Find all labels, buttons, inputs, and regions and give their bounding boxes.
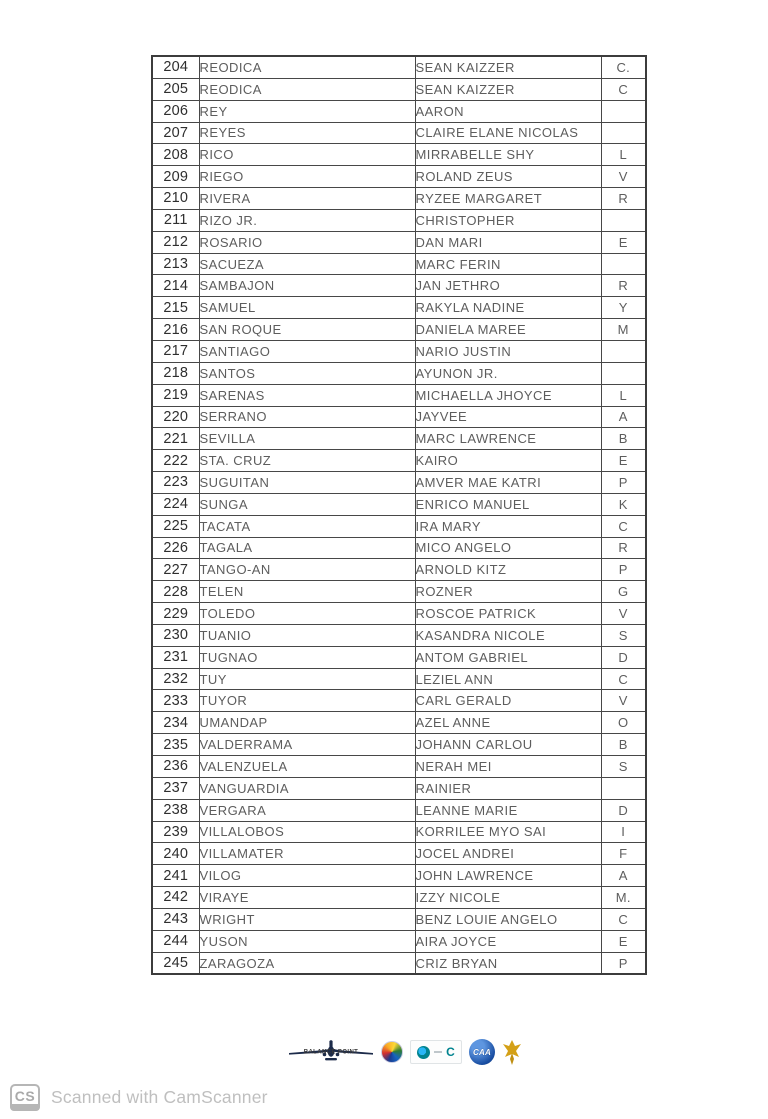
surname-cell: SANTIAGO [199, 340, 415, 362]
middle-initial-cell: R [601, 275, 646, 297]
table-row [152, 56, 646, 78]
table-row [152, 450, 646, 472]
first-name-cell: AARON [415, 100, 601, 122]
table-row [152, 712, 646, 734]
first-name-cell: SEAN KAIZZER [415, 78, 601, 100]
surname-cell: SAMUEL [199, 297, 415, 319]
first-name-cell: JAN JETHRO [415, 275, 601, 297]
middle-initial-cell: D [601, 799, 646, 821]
row-number-cell: 242 [152, 887, 199, 909]
table-row [152, 297, 646, 319]
row-number-cell: 205 [152, 78, 199, 100]
surname-cell: SANTOS [199, 362, 415, 384]
first-name-cell: DANIELA MAREE [415, 319, 601, 341]
middle-initial-cell [601, 122, 646, 144]
surname-cell: REODICA [199, 78, 415, 100]
surname-cell: RIZO JR. [199, 209, 415, 231]
surname-cell: VILLAMATER [199, 843, 415, 865]
table-row [152, 188, 646, 210]
surname-cell: VILOG [199, 865, 415, 887]
middle-initial-cell: B [601, 734, 646, 756]
row-number-cell: 229 [152, 603, 199, 625]
table-row [152, 122, 646, 144]
balance-point-logo-text: BALANCE POINT [303, 1049, 359, 1056]
surname-cell: TUGNAO [199, 646, 415, 668]
roster-table [151, 55, 647, 975]
surname-cell: TUYOR [199, 690, 415, 712]
middle-initial-cell: B [601, 428, 646, 450]
middle-initial-cell: E [601, 231, 646, 253]
camscanner-watermark [10, 1084, 268, 1111]
row-number-cell: 237 [152, 777, 199, 799]
first-name-cell: ARNOLD KITZ [415, 559, 601, 581]
first-name-cell: IZZY NICOLE [415, 887, 601, 909]
first-name-cell: JOHN LAWRENCE [415, 865, 601, 887]
middle-initial-cell: A [601, 406, 646, 428]
table-row [152, 472, 646, 494]
middle-initial-cell: C [601, 78, 646, 100]
table-row [152, 624, 646, 646]
certification-badge-icon [410, 1040, 462, 1064]
row-number-cell: 216 [152, 319, 199, 341]
first-name-cell: MARC FERIN [415, 253, 601, 275]
middle-initial-cell: A [601, 865, 646, 887]
middle-initial-cell: M [601, 319, 646, 341]
surname-cell: SARENAS [199, 384, 415, 406]
row-number-cell: 210 [152, 188, 199, 210]
table-row [152, 821, 646, 843]
row-number-cell: 240 [152, 843, 199, 865]
surname-cell: ZARAGOZA [199, 952, 415, 974]
table-row [152, 646, 646, 668]
first-name-cell: CRIZ BRYAN [415, 952, 601, 974]
surname-cell: TANGO-AN [199, 559, 415, 581]
first-name-cell: ENRICO MANUEL [415, 493, 601, 515]
row-number-cell: 238 [152, 799, 199, 821]
eagle-emblem-icon [502, 1039, 522, 1066]
table-row [152, 865, 646, 887]
row-number-cell: 227 [152, 559, 199, 581]
surname-cell: VIRAYE [199, 887, 415, 909]
middle-initial-cell: P [601, 472, 646, 494]
row-number-cell: 231 [152, 646, 199, 668]
surname-cell: VILLALOBOS [199, 821, 415, 843]
surname-cell: TUY [199, 668, 415, 690]
surname-cell: TAGALA [199, 537, 415, 559]
middle-initial-cell: E [601, 450, 646, 472]
caa-logo-text: CAA [473, 1047, 491, 1057]
row-number-cell: 224 [152, 493, 199, 515]
middle-initial-cell: C. [601, 56, 646, 78]
footer-logo-strip [288, 1036, 522, 1068]
table-row [152, 843, 646, 865]
sunburst-seal-icon [381, 1041, 403, 1063]
row-number-cell: 217 [152, 340, 199, 362]
surname-cell: VALDERRAMA [199, 734, 415, 756]
row-number-cell: 232 [152, 668, 199, 690]
first-name-cell: ROLAND ZEUS [415, 166, 601, 188]
first-name-cell: BENZ LOUIE ANGELO [415, 908, 601, 930]
table-row [152, 603, 646, 625]
first-name-cell: DAN MARI [415, 231, 601, 253]
row-number-cell: 213 [152, 253, 199, 275]
table-row [152, 537, 646, 559]
first-name-cell: CARL GERALD [415, 690, 601, 712]
first-name-cell: NARIO JUSTIN [415, 340, 601, 362]
row-number-cell: 211 [152, 209, 199, 231]
row-number-cell: 233 [152, 690, 199, 712]
middle-initial-cell: E [601, 930, 646, 952]
surname-cell: SERRANO [199, 406, 415, 428]
surname-cell: SUNGA [199, 493, 415, 515]
first-name-cell: AYUNON JR. [415, 362, 601, 384]
middle-initial-cell: V [601, 166, 646, 188]
table-row [152, 952, 646, 974]
surname-cell: TUANIO [199, 624, 415, 646]
middle-initial-cell: R [601, 537, 646, 559]
table-row [152, 78, 646, 100]
middle-initial-cell [601, 100, 646, 122]
row-number-cell: 209 [152, 166, 199, 188]
surname-cell: SUGUITAN [199, 472, 415, 494]
table-row [152, 100, 646, 122]
first-name-cell: RYZEE MARGARET [415, 188, 601, 210]
middle-initial-cell: K [601, 493, 646, 515]
row-number-cell: 222 [152, 450, 199, 472]
middle-initial-cell: P [601, 952, 646, 974]
surname-cell: VALENZUELA [199, 756, 415, 778]
middle-initial-cell: O [601, 712, 646, 734]
middle-initial-cell [601, 340, 646, 362]
caa-globe-icon [469, 1039, 495, 1065]
row-number-cell: 235 [152, 734, 199, 756]
surname-cell: SEVILLA [199, 428, 415, 450]
table-row [152, 406, 646, 428]
table-row [152, 908, 646, 930]
middle-initial-cell: L [601, 144, 646, 166]
surname-cell: SAN ROQUE [199, 319, 415, 341]
first-name-cell: CLAIRE ELANE NICOLAS [415, 122, 601, 144]
surname-cell: TACATA [199, 515, 415, 537]
row-number-cell: 243 [152, 908, 199, 930]
table-row [152, 340, 646, 362]
balance-point-logo-icon [288, 1038, 374, 1066]
first-name-cell: ROZNER [415, 581, 601, 603]
middle-initial-cell [601, 209, 646, 231]
badge-divider [434, 1051, 442, 1053]
middle-initial-cell: L [601, 384, 646, 406]
table-row [152, 756, 646, 778]
middle-initial-cell: F [601, 843, 646, 865]
surname-cell: VERGARA [199, 799, 415, 821]
row-number-cell: 215 [152, 297, 199, 319]
table-row [152, 515, 646, 537]
table-row [152, 275, 646, 297]
surname-cell: REODICA [199, 56, 415, 78]
row-number-cell: 218 [152, 362, 199, 384]
first-name-cell: AIRA JOYCE [415, 930, 601, 952]
middle-initial-cell: D [601, 646, 646, 668]
middle-initial-cell [601, 362, 646, 384]
first-name-cell: LEZIEL ANN [415, 668, 601, 690]
surname-cell: RIVERA [199, 188, 415, 210]
table-row [152, 493, 646, 515]
cs-icon-base [10, 1104, 40, 1111]
first-name-cell: KASANDRA NICOLE [415, 624, 601, 646]
row-number-cell: 226 [152, 537, 199, 559]
middle-initial-cell: M. [601, 887, 646, 909]
middle-initial-cell: V [601, 690, 646, 712]
row-number-cell: 214 [152, 275, 199, 297]
table-row [152, 690, 646, 712]
row-number-cell: 228 [152, 581, 199, 603]
middle-initial-cell: C [601, 668, 646, 690]
cs-icon-text: CS [14, 1087, 36, 1104]
surname-cell: SACUEZA [199, 253, 415, 275]
first-name-cell: JOHANN CARLOU [415, 734, 601, 756]
table-row [152, 209, 646, 231]
surname-cell: ROSARIO [199, 231, 415, 253]
row-number-cell: 219 [152, 384, 199, 406]
roster-table-container [151, 55, 647, 975]
middle-initial-cell: I [601, 821, 646, 843]
table-row [152, 384, 646, 406]
table-row [152, 319, 646, 341]
first-name-cell: RAKYLA NADINE [415, 297, 601, 319]
middle-initial-cell: V [601, 603, 646, 625]
table-row [152, 428, 646, 450]
row-number-cell: 230 [152, 624, 199, 646]
middle-initial-cell [601, 253, 646, 275]
first-name-cell: MARC LAWRENCE [415, 428, 601, 450]
surname-cell: TELEN [199, 581, 415, 603]
table-row [152, 144, 646, 166]
first-name-cell: CHRISTOPHER [415, 209, 601, 231]
surname-cell: WRIGHT [199, 908, 415, 930]
middle-initial-cell: P [601, 559, 646, 581]
row-number-cell: 204 [152, 56, 199, 78]
first-name-cell: JAYVEE [415, 406, 601, 428]
table-row [152, 887, 646, 909]
quality-mark-icon [417, 1046, 430, 1059]
middle-initial-cell: S [601, 756, 646, 778]
middle-initial-cell: S [601, 624, 646, 646]
row-number-cell: 221 [152, 428, 199, 450]
row-number-cell: 223 [152, 472, 199, 494]
row-number-cell: 225 [152, 515, 199, 537]
first-name-cell: AZEL ANNE [415, 712, 601, 734]
first-name-cell: JOCEL ANDREI [415, 843, 601, 865]
first-name-cell: SEAN KAIZZER [415, 56, 601, 78]
middle-initial-cell: Y [601, 297, 646, 319]
row-number-cell: 241 [152, 865, 199, 887]
first-name-cell: RAINIER [415, 777, 601, 799]
row-number-cell: 245 [152, 952, 199, 974]
first-name-cell: AMVER MAE KATRI [415, 472, 601, 494]
table-row [152, 253, 646, 275]
table-row [152, 559, 646, 581]
first-name-cell: MICO ANGELO [415, 537, 601, 559]
first-name-cell: MIRRABELLE SHY [415, 144, 601, 166]
surname-cell: REYES [199, 122, 415, 144]
first-name-cell: ANTOM GABRIEL [415, 646, 601, 668]
table-row [152, 231, 646, 253]
row-number-cell: 208 [152, 144, 199, 166]
camscanner-label: Scanned with CamScanner [51, 1087, 268, 1107]
table-row [152, 362, 646, 384]
surname-cell: UMANDAP [199, 712, 415, 734]
surname-cell: REY [199, 100, 415, 122]
surname-cell: STA. CRUZ [199, 450, 415, 472]
first-name-cell: NERAH MEI [415, 756, 601, 778]
roster-table-body [152, 56, 646, 974]
middle-initial-cell: C [601, 908, 646, 930]
first-name-cell: IRA MARY [415, 515, 601, 537]
surname-cell: TOLEDO [199, 603, 415, 625]
row-number-cell: 244 [152, 930, 199, 952]
row-number-cell: 212 [152, 231, 199, 253]
table-row [152, 166, 646, 188]
first-name-cell: KAIRO [415, 450, 601, 472]
row-number-cell: 207 [152, 122, 199, 144]
table-row [152, 930, 646, 952]
camscanner-cs-icon [10, 1084, 40, 1111]
table-row [152, 668, 646, 690]
surname-cell: RIEGO [199, 166, 415, 188]
first-name-cell: MICHAELLA JHOYCE [415, 384, 601, 406]
table-row [152, 581, 646, 603]
middle-initial-cell: R [601, 188, 646, 210]
middle-initial-cell [601, 777, 646, 799]
row-number-cell: 234 [152, 712, 199, 734]
surname-cell: YUSON [199, 930, 415, 952]
table-row [152, 734, 646, 756]
first-name-cell: LEANNE MARIE [415, 799, 601, 821]
middle-initial-cell: C [601, 515, 646, 537]
row-number-cell: 236 [152, 756, 199, 778]
row-number-cell: 239 [152, 821, 199, 843]
middle-initial-cell: G [601, 581, 646, 603]
surname-cell: VANGUARDIA [199, 777, 415, 799]
first-name-cell: ROSCOE PATRICK [415, 603, 601, 625]
certification-c-mark-icon: C [446, 1045, 455, 1059]
row-number-cell: 206 [152, 100, 199, 122]
table-row [152, 777, 646, 799]
table-row [152, 799, 646, 821]
first-name-cell: KORRILEE MYO SAI [415, 821, 601, 843]
surname-cell: RICO [199, 144, 415, 166]
surname-cell: SAMBAJON [199, 275, 415, 297]
row-number-cell: 220 [152, 406, 199, 428]
